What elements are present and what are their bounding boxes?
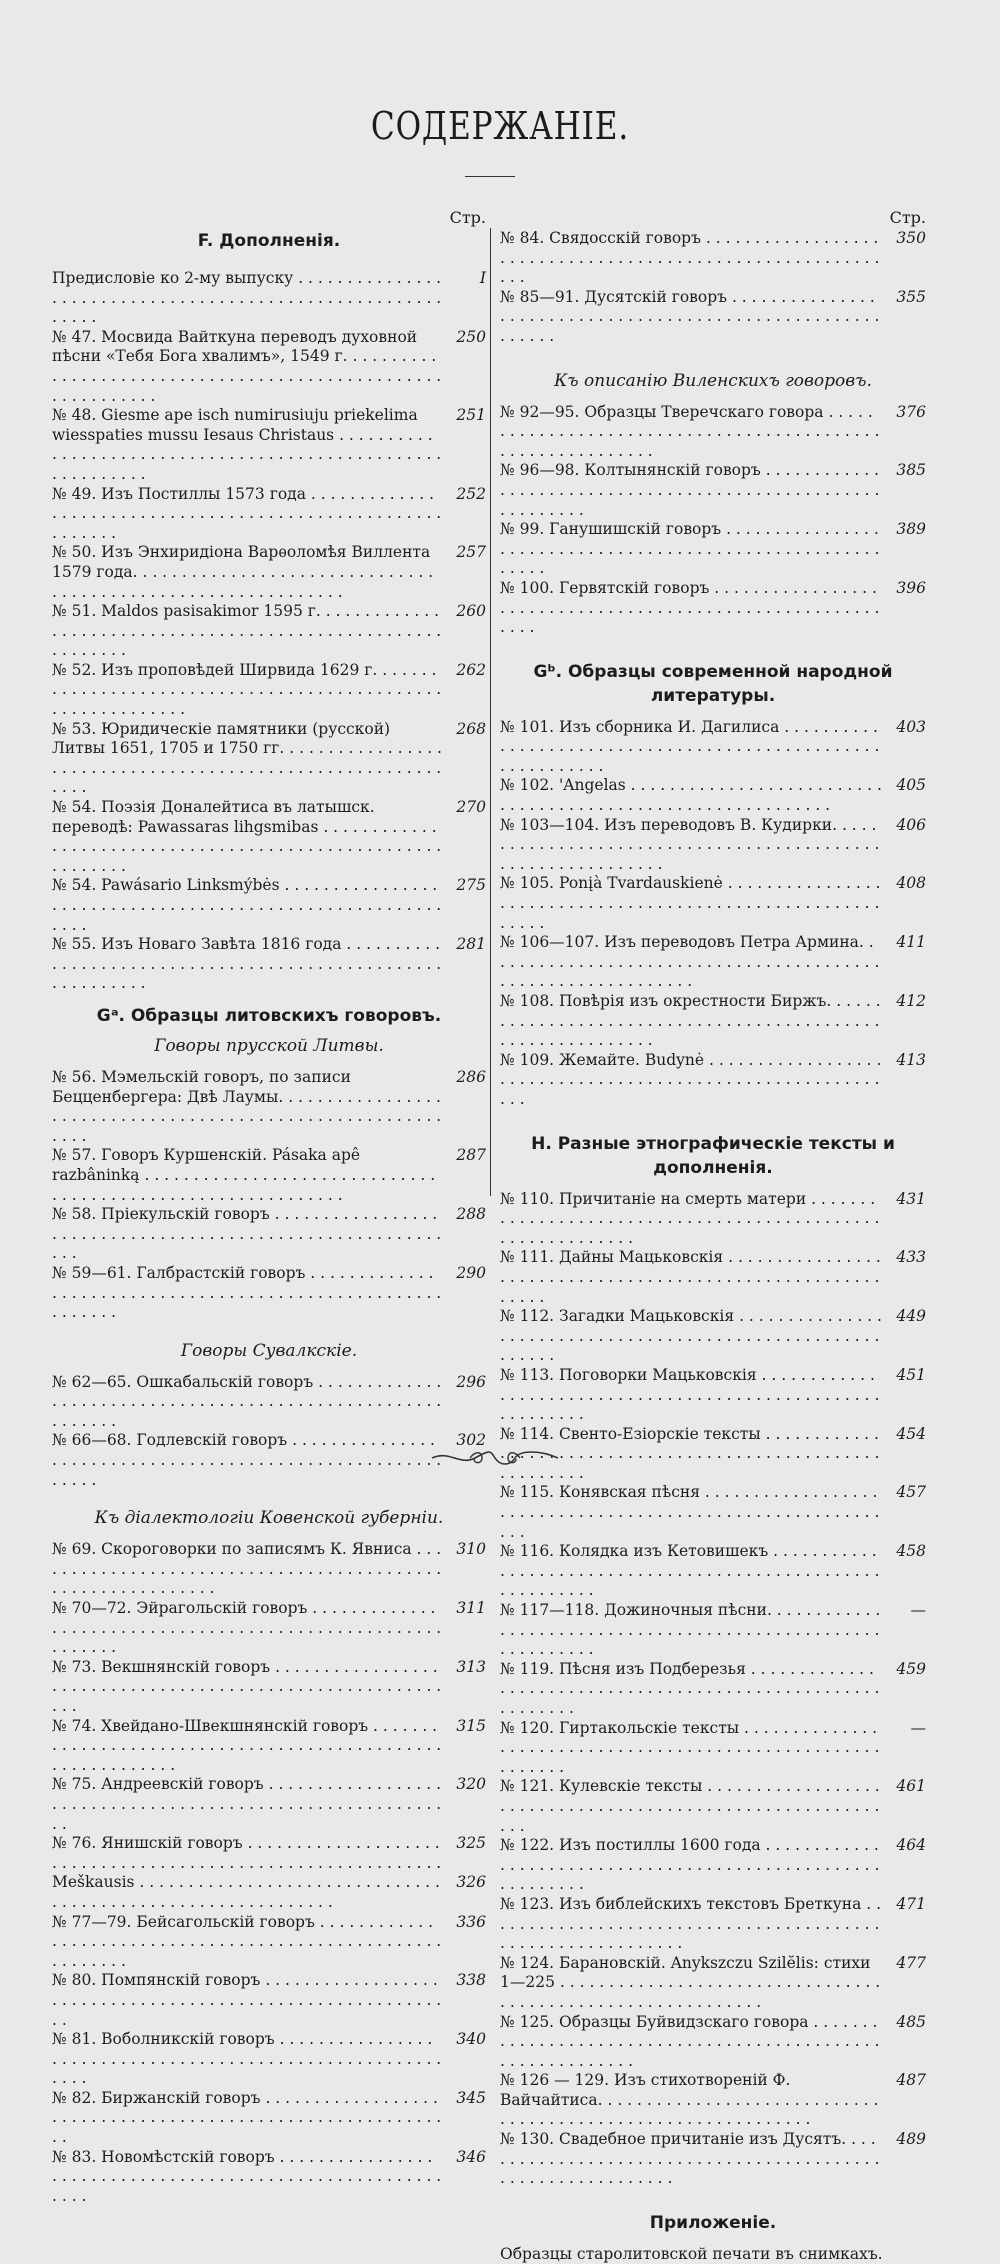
toc-entry <box>52 1717 486 1776</box>
toc-entry-title: № 48. Giesme ape isch numirusiuju priekelima wiesspaties mussu Iesaus Christaus . . . <box>52 406 442 484</box>
toc-entry-page: 412 <box>896 992 926 1010</box>
toc-entry-page: 311 <box>456 1599 486 1618</box>
toc-entry-title: Предисловіе ко 2-му выпуску . . . <box>52 269 442 328</box>
subsection-heading: Къ діалектологіи Ковенской губерніи. <box>94 1508 444 1529</box>
toc-entry-page: 406 <box>896 815 926 834</box>
toc-entry-page: 411 <box>896 933 926 952</box>
toc-entry-title: № 76. Янишскій говоръ . . . <box>52 1834 442 1873</box>
toc-entry-page: 251 <box>456 406 486 425</box>
toc-entry-page: 346 <box>456 2147 486 2166</box>
toc-entry-page: 260 <box>456 602 486 621</box>
toc-entry-title: № 62—65. Ошкабальскій говоръ . . . <box>52 1373 442 1432</box>
toc-entry-title: № 96—98. Колтынянскій говоръ . . . <box>500 461 882 520</box>
toc-entry <box>52 1373 486 1432</box>
toc-entry-title: № 120. Гиртакольскіе тексты . . . <box>500 1719 882 1778</box>
toc-entry <box>500 1051 926 1110</box>
page-title: СОДЕРЖАНІЕ. <box>370 104 630 148</box>
toc-entry-title: № 56. Мэмельскій говоръ, по записи Бецценбергера: Двѣ Лаумы. . . . <box>52 1068 442 1146</box>
toc-entry <box>500 874 926 933</box>
toc-entry-title: № 114. Свенто-Езіорскіе тексты . . . <box>500 1425 882 1484</box>
toc-entry-title: № 85—91. Дусятскій говоръ . . . <box>500 288 882 347</box>
section-heading: Gᵇ. Образцы современной народной литературы. <box>533 661 893 706</box>
toc-entry-page: 257 <box>456 543 486 562</box>
toc-entry <box>500 1836 926 1895</box>
toc-entry-page: 408 <box>896 874 926 893</box>
toc-entry <box>500 1307 926 1366</box>
toc-entry-title: № 121. Кулевскіе тексты . . . <box>500 1777 882 1836</box>
appendix-text: Образцы старолитовской печати въ снимкахъ. <box>500 2244 883 2263</box>
toc-entry-title: № 109. Жемайте. Budynė . . . <box>500 1051 882 1110</box>
toc-entry <box>52 2030 486 2089</box>
toc-entry <box>500 992 926 1051</box>
toc-entry-page: 313 <box>456 1657 486 1676</box>
toc-entry-title: № 110. Причитаніе на смерть матери . . . <box>500 1190 882 1249</box>
toc-entry-page: 287 <box>456 1146 486 1165</box>
toc-entry-title: № 55. Изъ Новаго Завѣта 1816 года . . . <box>52 935 442 994</box>
toc-entry-title: № 75. Андреевскій говоръ . . . <box>52 1775 442 1834</box>
toc-entry <box>52 798 486 876</box>
toc-entry <box>52 602 486 661</box>
toc-entry-title: № 100. Гервятскій говоръ . . . <box>500 579 882 638</box>
toc-entry-page: 471 <box>896 1894 926 1913</box>
toc-entry <box>500 1719 926 1778</box>
toc-entry-page: 464 <box>896 1836 926 1855</box>
toc-entry-title: № 126 — 129. Изъ стихотвореній Ф. Вайчайтиса. . . . <box>500 2071 882 2130</box>
toc-entry-page: 405 <box>896 776 926 795</box>
toc-entry-page: 325 <box>456 1834 486 1853</box>
toc-entry <box>500 1542 926 1601</box>
toc-entry-page: 389 <box>896 520 926 539</box>
toc-entry <box>52 1540 486 1599</box>
toc-entry-title: № 54. Pawásario Linksmýbės . . . <box>52 876 442 935</box>
toc-entry <box>500 2130 926 2189</box>
toc-entry-page: 252 <box>456 484 486 503</box>
title-rule <box>465 176 515 177</box>
toc-entry <box>52 876 486 935</box>
toc-entry <box>500 461 926 520</box>
toc-entry <box>52 1599 486 1658</box>
toc-list <box>500 1190 926 2189</box>
toc-entry-title: № 106—107. Изъ переводовъ Петра Армина. . . . <box>500 933 882 992</box>
toc-entry-title: № 50. Изъ Энхиридіона Варѳоломѣя Виллента 1579 года. . . . <box>52 543 442 602</box>
toc-entry-page: 477 <box>896 1953 926 1972</box>
toc-entry-title: № 77—79. Бейсагольскій говоръ . . . <box>52 1913 442 1972</box>
toc-entry <box>52 2089 486 2148</box>
toc-entry-page: 286 <box>456 1067 486 1086</box>
toc-entry-title: № 84. Свядосскій говоръ . . . <box>500 229 882 288</box>
toc-entry-page: 302 <box>456 1431 486 1450</box>
toc-list <box>500 718 926 1110</box>
toc-entry-title: № 82. Биржанскій говоръ . . . <box>52 2089 442 2148</box>
toc-entry-page: 290 <box>456 1263 486 1282</box>
toc-entry <box>500 2071 926 2130</box>
toc-entry-page: 449 <box>896 1307 926 1326</box>
toc-entry-page: 326 <box>456 1873 486 1892</box>
toc-entry <box>500 403 926 462</box>
toc-entry-page: 338 <box>456 1971 486 1990</box>
toc-entry-page: 262 <box>456 660 486 679</box>
toc-entry <box>500 933 926 992</box>
toc-entry-title: № 113. Поговорки Мацьковскія . . . <box>500 1366 882 1425</box>
toc-entry-page: 487 <box>896 2071 926 2090</box>
toc-entry-page: — <box>910 1718 926 1737</box>
toc-entry-title: № 116. Колядка изъ Кетовишекъ . . . <box>500 1542 882 1601</box>
toc-entry-page: 451 <box>896 1365 926 1384</box>
toc-entry-title: № 57. Говоръ Куршенскій. Pásaka apê razbâninką . . . <box>52 1146 442 1205</box>
toc-entry-title: № 101. Изъ сборника И. Дагилиса . . . <box>500 718 882 777</box>
toc-entry <box>52 1264 486 1323</box>
toc-entry <box>52 1068 486 1146</box>
toc-entry-page: 431 <box>896 1189 926 1208</box>
toc-entry-title: Meškausis . . . <box>52 1873 442 1912</box>
toc-entry <box>52 935 486 994</box>
toc-entry <box>52 1775 486 1834</box>
toc-entry-title: № 115. Конявская пѣсня . . . <box>500 1483 882 1542</box>
toc-entry-title: № 70—72. Эйрагольскій говоръ . . . <box>52 1599 442 1658</box>
fleuron-ornament-icon <box>430 1446 560 1470</box>
toc-entry-title: № 102. 'Angelas . . . <box>500 776 882 815</box>
toc-entry <box>500 1954 926 2013</box>
toc-list <box>52 1373 486 1491</box>
toc-entry <box>500 1601 926 1660</box>
toc-entry-page: 288 <box>456 1205 486 1224</box>
toc-entry <box>52 543 486 602</box>
toc-entry-title: № 117—118. Дожиночныя пѣсни. . . . <box>500 1601 882 1660</box>
toc-entry-page: 403 <box>896 717 926 736</box>
toc-entry-title: № 111. Дайны Мацьковскія . . . <box>500 1248 882 1307</box>
page-column-header: Стр. <box>889 208 926 227</box>
toc-entry-page: 336 <box>456 1912 486 1931</box>
toc-list <box>52 1068 486 1323</box>
toc-entry <box>500 1660 926 1719</box>
toc-entry <box>52 1205 486 1264</box>
toc-entry <box>500 1895 926 1954</box>
toc-entry-page: 296 <box>456 1372 486 1391</box>
toc-entry-page: 310 <box>456 1540 486 1559</box>
toc-entry-title: № 66—68. Годлевскій говоръ . . . <box>52 1431 442 1490</box>
toc-entry <box>500 776 926 815</box>
toc-entry-page: 485 <box>896 2012 926 2031</box>
section-heading: Gᵃ. Образцы литовскихъ говоровъ. <box>96 1005 442 1026</box>
toc-entry-page: 461 <box>896 1777 926 1796</box>
toc-entry-page: 413 <box>896 1050 926 1069</box>
toc-entry <box>52 1873 486 1912</box>
toc-entry-title: № 74. Хвейдано-Швекшнянскій говоръ . . . <box>52 1717 442 1776</box>
section-heading: H. Разные этнографическіе тексты и дополненія. <box>531 1133 895 1178</box>
toc-entry-title: № 80. Помпянскій говоръ . . . <box>52 1971 442 2030</box>
toc-entry-title: № 99. Ганушишскій говоръ . . . <box>500 520 882 579</box>
toc-entry-title: № 108. Повѣрія изъ окрестности Биржъ. . . . <box>500 992 882 1051</box>
toc-entry-title: № 49. Изъ Постиллы 1573 года . . . <box>52 485 442 544</box>
toc-entry <box>52 1146 486 1205</box>
toc-entry-page: 385 <box>896 461 926 480</box>
subsection-heading: Говоры Сувалкскіе. <box>180 1340 358 1361</box>
toc-entry-title: № 53. Юридическіе памятники (русской) Литвы 1651, 1705 и 1750 гг. . . . <box>52 720 442 798</box>
page-column-header: Стр. <box>449 208 486 227</box>
toc-entry-title: № 54. Поэзія Доналейтиса въ латышск. переводѣ: Pawassaras lihgsmibas . . . <box>52 798 442 876</box>
toc-entry <box>52 661 486 720</box>
toc-entry-title: № 81. Воболникскій говоръ . . . <box>52 2030 442 2089</box>
toc-entry <box>52 485 486 544</box>
toc-list <box>500 403 926 638</box>
toc-entry-page: 459 <box>896 1659 926 1678</box>
toc-entry-page: 340 <box>456 2030 486 2049</box>
toc-entry <box>500 579 926 638</box>
toc-entry-title: № 125. Образцы Буйвидзскаго говора . . . <box>500 2013 882 2072</box>
toc-entry <box>500 520 926 579</box>
toc-entry-page: 345 <box>456 2088 486 2107</box>
toc-entry-page: 275 <box>456 876 486 895</box>
toc-entry-title: № 52. Изъ проповѣдей Ширвида 1629 г. . . . <box>52 661 442 720</box>
toc-list <box>500 229 926 347</box>
section-heading: Приложеніе. <box>649 2212 777 2233</box>
toc-entry <box>500 288 926 347</box>
left-column <box>52 207 486 2206</box>
toc-entry <box>52 328 486 406</box>
toc-entry-page: 268 <box>456 719 486 738</box>
toc-entry <box>500 718 926 777</box>
toc-entry <box>52 1658 486 1717</box>
subsection-heading: Говоры прусской Литвы. <box>154 1035 384 1056</box>
toc-entry-title: № 73. Векшнянскій говоръ . . . <box>52 1658 442 1717</box>
toc-entry-page: 433 <box>896 1248 926 1267</box>
toc-entry <box>52 1431 486 1490</box>
toc-entry-title: № 105. Ponįà Tvardauskienė . . . <box>500 874 882 933</box>
toc-entry-title: № 119. Пѣсня изъ Подберезья . . . <box>500 1660 882 1719</box>
toc-entry-title: № 130. Свадебное причитаніе изъ Дусятъ. . . . <box>500 2130 882 2189</box>
toc-entry <box>500 1483 926 1542</box>
toc-entry-title: № 92—95. Образцы Тверечскаго говора . . . <box>500 403 882 462</box>
toc-entry-title: № 122. Изъ постиллы 1600 года . . . <box>500 1836 882 1895</box>
toc-entry-title: № 47. Мосвида Вайткуна переводъ духовной пѣсни «Тебя Бога хвалимъ», 1549 г. . . . <box>52 328 442 406</box>
toc-entry <box>52 720 486 798</box>
toc-entry-page: 355 <box>896 287 926 306</box>
toc-entry-title: № 123. Изъ библейскихъ текстовъ Бреткуна . . . <box>500 1895 882 1954</box>
toc-entry <box>500 1366 926 1425</box>
toc-entry <box>500 229 926 288</box>
toc-entry-page: 281 <box>456 935 486 954</box>
toc-entry <box>500 1425 926 1484</box>
toc-entry-title: № 59—61. Галбрастскій говоръ . . . <box>52 1264 442 1323</box>
toc-entry-page: 396 <box>896 578 926 597</box>
toc-entry <box>500 2013 926 2072</box>
toc-entry-page: 350 <box>896 229 926 247</box>
toc-entry-page: 457 <box>896 1483 926 1502</box>
toc-entry-page: 270 <box>456 798 486 817</box>
toc-entry-page: I <box>479 269 486 287</box>
toc-list <box>52 269 486 994</box>
toc-entry-title: № 103—104. Изъ переводовъ В. Кудирки. . . . <box>500 816 882 875</box>
toc-entry <box>500 1190 926 1249</box>
toc-entry-title: № 58. Пріекульскій говоръ . . . <box>52 1205 442 1264</box>
toc-entry-page: 458 <box>896 1542 926 1561</box>
toc-entry <box>52 2148 486 2207</box>
toc-entry-page: 250 <box>456 327 486 346</box>
toc-list <box>52 1540 486 2206</box>
toc-entry-page: 454 <box>896 1424 926 1443</box>
toc-entry-title: № 124. Барановскій. Anykszczu Szilĕlis: стихи 1—225 . . . <box>500 1954 882 2013</box>
toc-entry <box>52 1913 486 1972</box>
toc-entry-title: № 69. Скороговорки по записямъ К. Явниса . . . <box>52 1540 442 1599</box>
subsection-heading: Къ описанію Виленскихъ говоровъ. <box>554 370 872 391</box>
toc-entry-page: 376 <box>896 402 926 421</box>
toc-entry-title: № 51. Maldos pasisakimor 1595 г. . . . <box>52 602 442 661</box>
toc-entry-page: 489 <box>896 2130 926 2149</box>
toc-entry <box>52 269 486 328</box>
toc-entry-title: № 83. Новомѣстскій говоръ . . . <box>52 2148 442 2207</box>
toc-entry <box>500 1777 926 1836</box>
toc-entry <box>52 1971 486 2030</box>
toc-entry <box>52 1834 486 1873</box>
toc-entry-page: 315 <box>456 1716 486 1735</box>
section-heading: F. Дополненія. <box>197 231 341 251</box>
toc-entry-page: — <box>910 1601 926 1620</box>
toc-entry <box>500 816 926 875</box>
toc-entry-page: 320 <box>456 1775 486 1794</box>
toc-entry-title: № 112. Загадки Мацьковскія . . . <box>500 1307 882 1366</box>
column-divider <box>490 228 491 1196</box>
right-column <box>500 207 926 2264</box>
toc-entry <box>52 406 486 484</box>
toc-entry <box>500 1248 926 1307</box>
